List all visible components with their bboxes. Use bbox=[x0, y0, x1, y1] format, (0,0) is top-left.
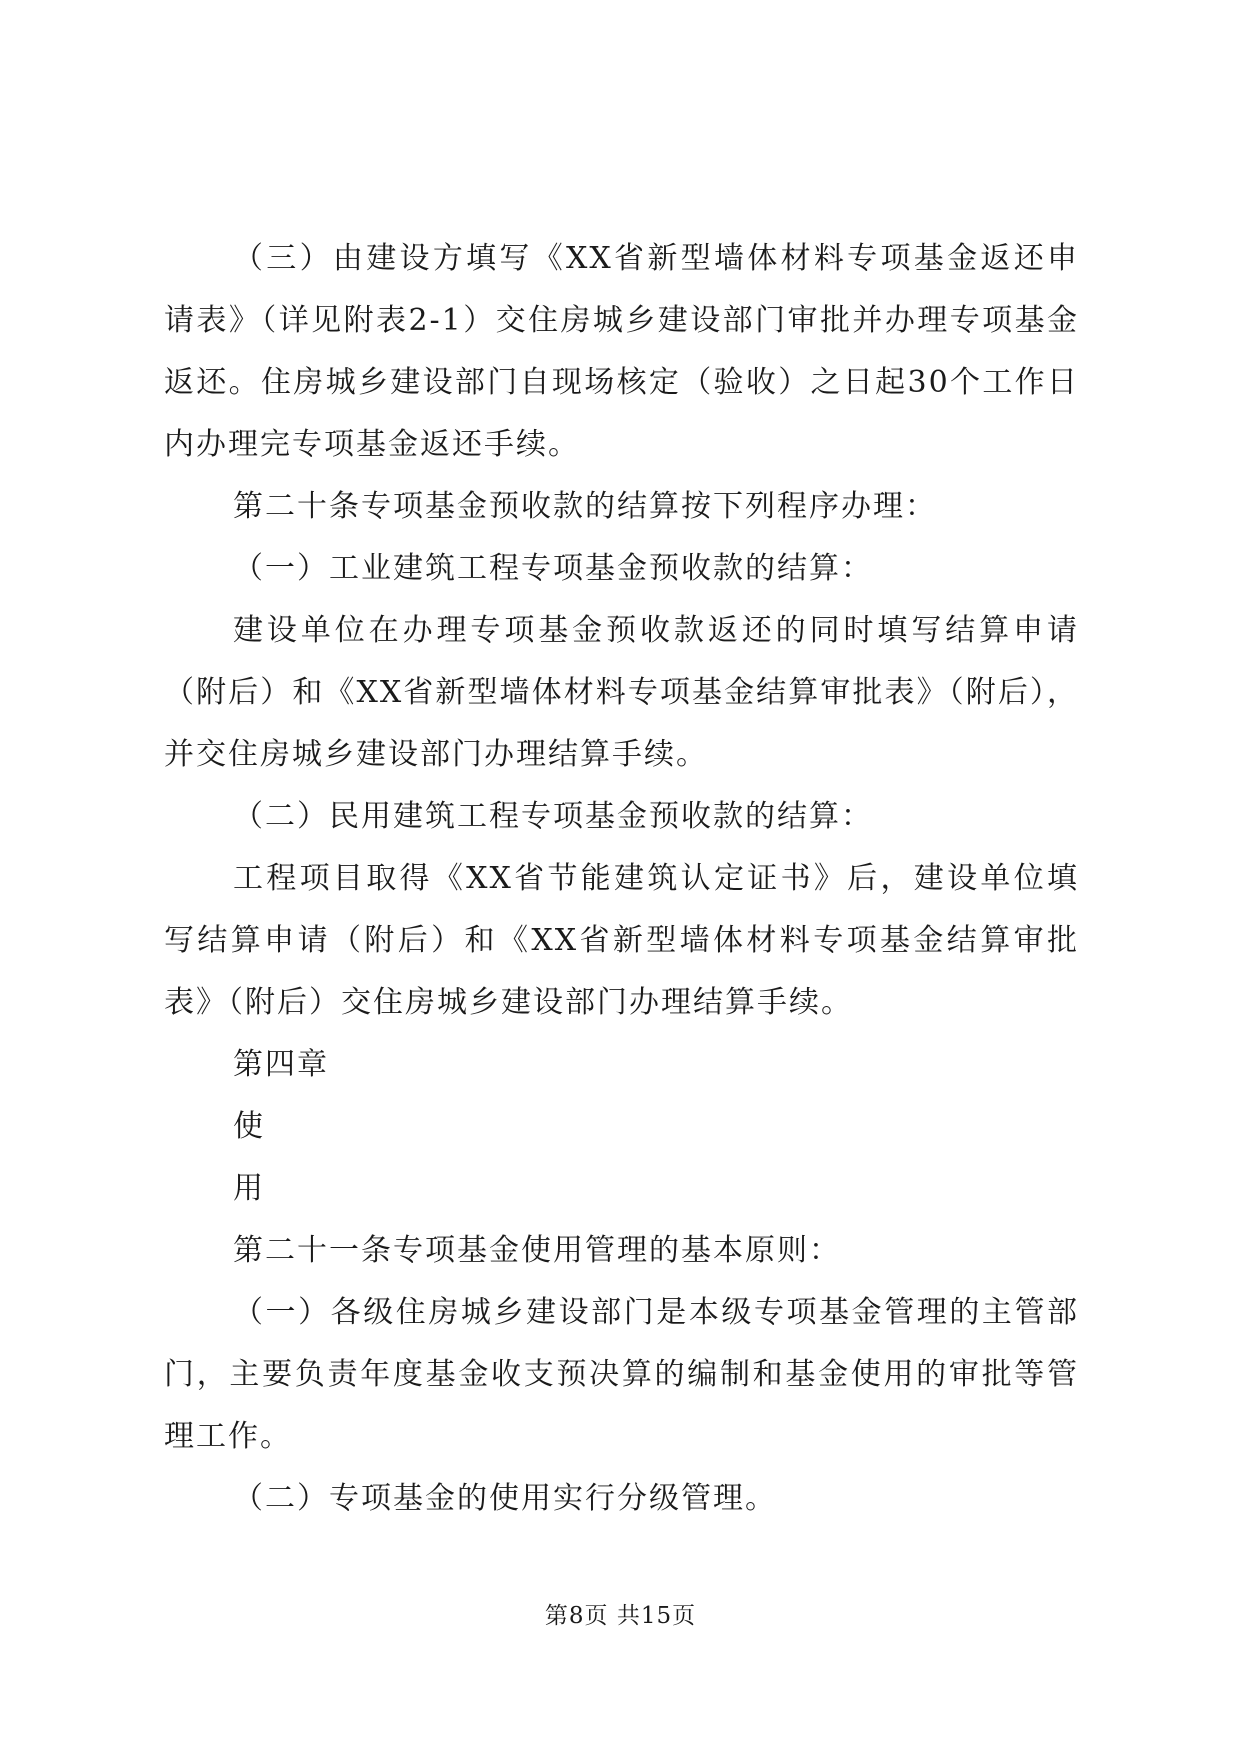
paragraph-principle-2: （二）专项基金的使用实行分级管理。 bbox=[233, 1481, 777, 1516]
paragraph-industrial-heading: （一）工业建筑工程专项基金预收款的结算： bbox=[233, 551, 873, 586]
paragraph-industrial-body: 建设单位在办理专项基金预收款返还的同时填写结算申请（附后）和《XX省新型墙体材料专项基金结算审批表》（附后），并交住房城乡建设部门办理结算手续。 bbox=[164, 613, 1079, 772]
paragraph-civil-body: 工程项目取得《XX省节能建筑认定证书》后，建设单位填写结算申请（附后）和《XX省新型墙体材料专项基金结算审批表》（附后）交住房城乡建设部门办理结算手续。 bbox=[164, 861, 1079, 1020]
paragraph-civil-heading: （二）民用建筑工程专项基金预收款的结算： bbox=[233, 799, 873, 834]
page-number-footer: 第8页 共15页 bbox=[544, 1603, 697, 1629]
chapter-heading: 第四章 bbox=[233, 1047, 329, 1082]
paragraph-1: （三）由建设方填写《XX省新型墙体材料专项基金返还申请表》（详见附表2-1）交住房城乡建设部门审批并办理专项基金返还。住房城乡建设部门自现场核定（验收）之日起30个工作日内办理完专项基金返还手续。 bbox=[164, 241, 1079, 462]
article-21-heading: 第二十一条专项基金使用管理的基本原则： bbox=[233, 1233, 841, 1268]
paragraph-principle-1: （一）各级住房城乡建设部门是本级专项基金管理的主管部门，主要负责年度基金收支预决算的编制和基金使用的审批等管理工作。 bbox=[164, 1295, 1079, 1454]
document-body bbox=[164, 228, 1079, 1530]
chapter-title-char-1: 使 bbox=[233, 1109, 265, 1144]
article-20-heading: 第二十条专项基金预收款的结算按下列程序办理： bbox=[233, 489, 937, 524]
chapter-title-char-2: 用 bbox=[233, 1171, 265, 1206]
